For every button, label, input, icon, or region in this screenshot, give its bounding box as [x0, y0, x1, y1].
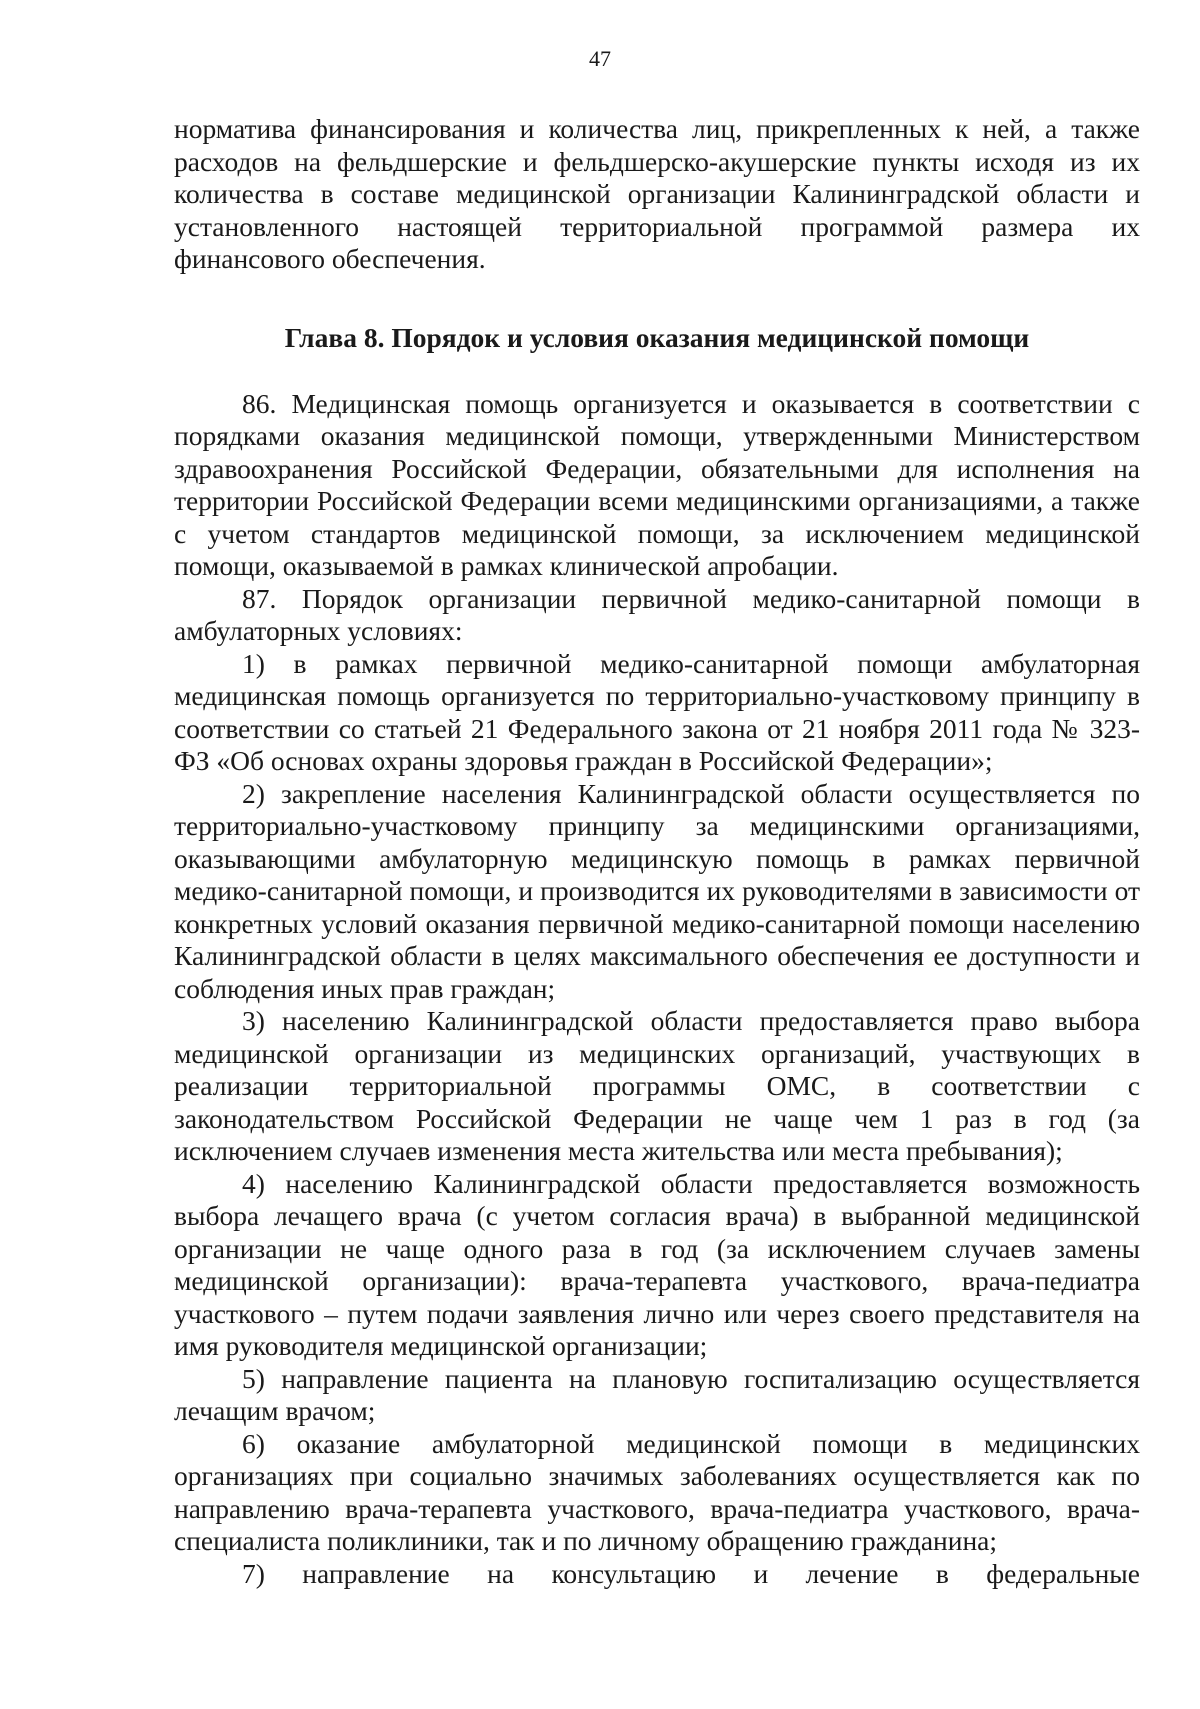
list-item-5: 5) направление пациента на плановую госпитализацию осуществляется лечащим врачом; [174, 1362, 1140, 1426]
list-item-7: 7) направление на консультацию и лечение в федеральные [242, 1557, 1140, 1589]
intro-paragraph: норматива финансирования и количества лиц, прикрепленных к ней, а также расходов на фельдшерские и фельдшерско-акушерские пункты исходя из их количества в составе медицинской организации Калининградской области и установленного настоящей территориальной программой размера их финансового обеспечения. [174, 113, 1140, 274]
page-number: 47 [589, 46, 611, 71]
paragraph-86: 86. Медицинская помощь организуется и оказывается в соответствии с порядками оказания медицинской помощи, утвержденными Министерством здравоохранения Российской Федерации, обязательными для исполнения на территории Российской Федерации всеми медицинскими организациями, а также с учетом стандартов медицинской помощи, за исключением медицинской помощи, оказываемой в рамках клинической апробации. [174, 387, 1140, 581]
list-item-2: 2) закрепление населения Калининградской области осуществляется по территориально-участковому принципу за медицинскими организациями, оказывающими амбулаторную медицинскую помощь в рамках первичной медико-санитарной помощи, и производится их руководителями в зависимости от конкретных условий оказания первичной медико-санитарной помощи населению Калининградской области в целях максимального обеспечения ее доступности и соблюдения иных прав граждан; [174, 777, 1140, 1004]
list-item-4: 4) населению Калининградской области предоставляется возможность выбора лечащего врача (с учетом согласия врача) в выбранной медицинской организации не чаще одного раза в год (за исключением случаев замены медицинской организации): врача-терапевта участкового, врача-педиатра участкового – путем подачи заявления лично или через своего представителя на имя руководителя медицинской организации; [174, 1167, 1140, 1361]
chapter-title: Глава 8. Порядок и условия оказания медицинской помощи [284, 321, 1030, 353]
list-item-6: 6) оказание амбулаторной медицинской помощи в медицинских организациях при социально значимых заболеваниях осуществляется как по направлению врача-терапевта участкового, врача-педиатра участкового, врача-специалиста поликлиники, так и по личному обращению гражданина; [174, 1427, 1140, 1556]
paragraph-87: 87. Порядок организации первичной медико-санитарной помощи в амбулаторных условиях: [174, 582, 1140, 646]
list-item-1: 1) в рамках первичной медико-санитарной помощи амбулаторная медицинская помощь организуется по территориально-участковому принципу в соответствии со статьей 21 Федерального закона от 21 ноября 2011 года № 323-ФЗ «Об основах охраны здоровья граждан в Российской Федерации»; [174, 647, 1140, 776]
document-body [174, 113, 1140, 1590]
list-item-3: 3) населению Калининградской области предоставляется право выбора медицинской организации из медицинских организаций, участвующих в реализации территориальной программы ОМС, в соответствии с законодательством Российской Федерации не чаще чем 1 раз в год (за исключением случаев изменения места жительства или места пребывания); [174, 1005, 1140, 1166]
